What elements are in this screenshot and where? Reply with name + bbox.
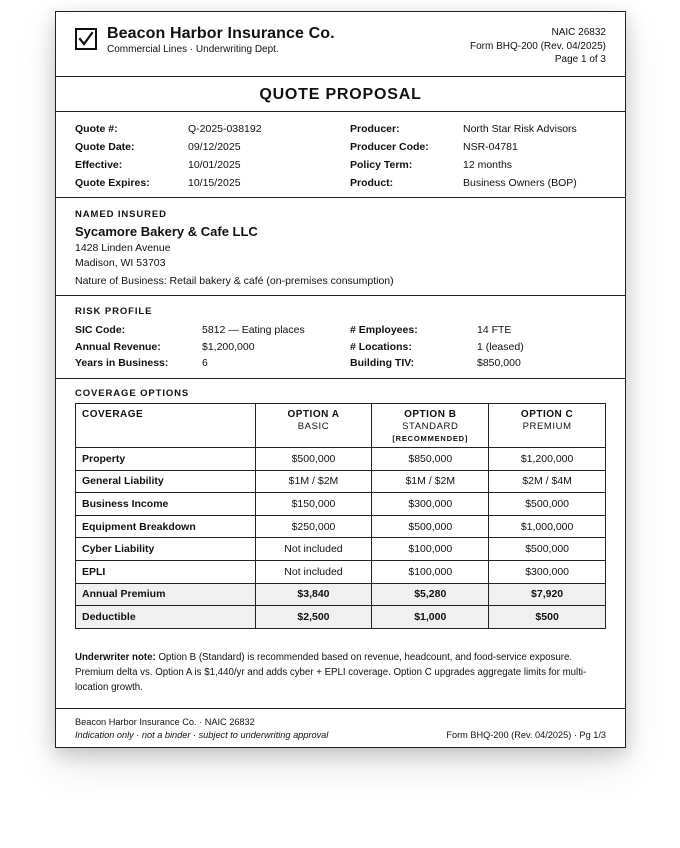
coverage-name: EPLI <box>76 560 256 583</box>
page-indicator: Page 1 of 3 <box>554 54 606 65</box>
option-b-value: $300,000 <box>372 493 489 516</box>
field-value: 14 FTE <box>477 324 512 336</box>
field-value: 5812 — Eating places <box>202 324 305 336</box>
field-label: Building TIV: <box>350 357 415 369</box>
underwriter-note <box>75 650 610 695</box>
field-label: Years in Business: <box>75 357 169 369</box>
recommended-tag: [RECOMMENDED] <box>392 434 469 443</box>
coverage-name: Equipment Breakdown <box>76 515 256 538</box>
checkbox-check-icon <box>75 28 97 50</box>
table-row <box>76 493 606 516</box>
underwriter-note-text: Option B (Standard) is recommended based on revenue, headcount, and food-service exposure. Premium delta vs. Option A is $1,440/yr and adds cyber + EPLI coverage. Option C upgrades aggregate limits for multi-location growth. <box>75 652 587 693</box>
option-subtitle: BASIC <box>297 421 330 432</box>
option-c-value: $7,920 <box>489 583 606 606</box>
document-footer <box>56 709 625 749</box>
field-value: 12 months <box>463 159 513 171</box>
coverage-name: Property <box>76 448 256 471</box>
option-a-value: $1M / $2M <box>255 470 372 493</box>
insured-address-line2: Madison, WI 53703 <box>75 257 166 269</box>
option-a-value: $2,500 <box>255 606 372 629</box>
section-label: RISK PROFILE <box>75 306 153 317</box>
document-header <box>56 12 625 77</box>
section-label: COVERAGE OPTIONS <box>75 388 190 399</box>
field-value: Q-2025-038192 <box>188 123 262 135</box>
option-a-value: $250,000 <box>255 515 372 538</box>
table-header-row <box>76 404 606 448</box>
field-label: Effective: <box>75 159 123 171</box>
insured-address-line1: 1428 Linden Avenue <box>75 242 171 254</box>
quote-info-section <box>56 112 625 198</box>
field-value: $1,200,000 <box>202 341 255 353</box>
document-title: QUOTE PROPOSAL <box>56 77 625 112</box>
footer-form-page: Form BHQ-200 (Rev. 04/2025) · Pg 1/3 <box>446 730 606 740</box>
option-c-value: $1,000,000 <box>489 515 606 538</box>
field-label: # Employees: <box>350 324 418 336</box>
field-value: 6 <box>202 357 208 369</box>
option-c-value: $1,200,000 <box>489 448 606 471</box>
field-value: 10/01/2025 <box>188 159 241 171</box>
coverage-name: Cyber Liability <box>76 538 256 561</box>
quote-document <box>55 11 626 748</box>
field-label: Quote Expires: <box>75 177 150 189</box>
field-label: Product: <box>350 177 394 189</box>
option-a-value: $3,840 <box>255 583 372 606</box>
field-label: Producer Code: <box>350 141 429 153</box>
deductible-row <box>76 606 606 629</box>
field-label: Quote Date: <box>75 141 135 153</box>
field-value: North Star Risk Advisors <box>463 123 577 135</box>
header-meta <box>470 26 606 67</box>
underwriter-note-label: Underwriter note: <box>75 652 156 663</box>
coverage-name: General Liability <box>76 470 256 493</box>
form-number: Form BHQ-200 (Rev. 04/2025) <box>470 40 606 52</box>
option-c-value: $500 <box>489 606 606 629</box>
field-value: Business Owners (BOP) <box>463 177 577 189</box>
option-title: OPTION B <box>404 409 457 420</box>
field-label: Quote #: <box>75 123 118 135</box>
option-a-value: $150,000 <box>255 493 372 516</box>
option-c-value: $300,000 <box>489 560 606 583</box>
risk-profile-section <box>56 296 625 379</box>
table-row <box>76 560 606 583</box>
option-c-value: $500,000 <box>489 538 606 561</box>
option-title: OPTION A <box>287 409 340 420</box>
coverage-name: Business Income <box>76 493 256 516</box>
field-value: 09/12/2025 <box>188 141 241 153</box>
nature-of-business: Nature of Business: Retail bakery & café (on-premises consumption) <box>75 275 394 287</box>
naic-number: NAIC 26832 <box>551 27 606 38</box>
field-value: $850,000 <box>477 357 521 369</box>
named-insured-section <box>56 198 625 296</box>
department: Commercial Lines · Underwriting Dept. <box>107 44 279 55</box>
company-name: Beacon Harbor Insurance Co. <box>107 25 335 42</box>
table-row <box>76 448 606 471</box>
column-header-option-c <box>489 404 606 448</box>
coverage-name: Deductible <box>76 606 256 629</box>
section-label: NAMED INSURED <box>75 209 167 220</box>
column-header-coverage: COVERAGE <box>76 404 256 448</box>
field-value: 1 (leased) <box>477 341 524 353</box>
option-subtitle: PREMIUM <box>522 421 572 432</box>
option-a-value: Not included <box>255 560 372 583</box>
option-b-value: $1M / $2M <box>372 470 489 493</box>
footer-company: Beacon Harbor Insurance Co. · NAIC 26832 <box>75 717 255 727</box>
option-b-value: $100,000 <box>372 560 489 583</box>
table-row <box>76 470 606 493</box>
option-title: OPTION C <box>520 409 574 420</box>
option-b-value: $500,000 <box>372 515 489 538</box>
footer-disclaimer: Indication only · not a binder · subject to underwriting approval <box>75 730 329 740</box>
option-b-value: $5,280 <box>372 583 489 606</box>
premium-row <box>76 583 606 606</box>
column-header-option-b <box>372 404 489 448</box>
field-value: NSR-04781 <box>463 141 518 153</box>
option-c-value: $2M / $4M <box>489 470 606 493</box>
option-a-value: $500,000 <box>255 448 372 471</box>
option-b-value: $1,000 <box>372 606 489 629</box>
option-a-value: Not included <box>255 538 372 561</box>
insured-name: Sycamore Bakery & Cafe LLC <box>75 224 258 239</box>
field-value: 10/15/2025 <box>188 177 241 189</box>
field-label: SIC Code: <box>75 324 126 336</box>
option-b-value: $100,000 <box>372 538 489 561</box>
option-subtitle: STANDARD <box>402 421 459 432</box>
option-b-value: $850,000 <box>372 448 489 471</box>
field-label: Producer: <box>350 123 400 135</box>
coverage-options-section <box>56 379 625 709</box>
table-row <box>76 538 606 561</box>
field-label: Policy Term: <box>350 159 413 171</box>
coverage-name: Annual Premium <box>76 583 256 606</box>
table-row <box>76 515 606 538</box>
field-label: # Locations: <box>350 341 412 353</box>
coverage-table <box>75 403 606 629</box>
option-c-value: $500,000 <box>489 493 606 516</box>
column-header-option-a <box>255 404 372 448</box>
field-label: Annual Revenue: <box>75 341 161 353</box>
